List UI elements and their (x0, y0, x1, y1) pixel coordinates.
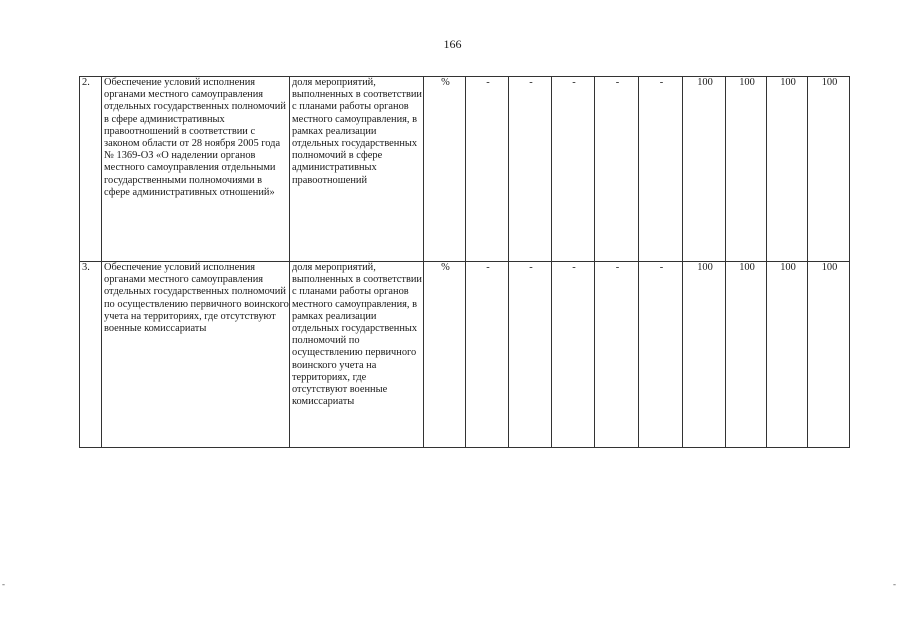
indicators-table (79, 76, 850, 448)
table-row (80, 77, 850, 262)
value-cell: - (509, 77, 552, 262)
value-cell: 100 (767, 77, 808, 262)
value-cell: - (595, 77, 639, 262)
indicator-name: доля мероприятий, выполненных в соответствии с планами работы органов местного самоуправления, в рамках реализации отдельных государственных полномочий в сфере административных правоотношений (290, 77, 424, 262)
page-number: 166 (443, 37, 462, 51)
value-cell: 100 (808, 77, 850, 262)
edge-mark-left: - (2, 579, 5, 589)
edge-mark-right: - (893, 579, 896, 589)
value-cell: - (466, 262, 509, 448)
measure-name: Обеспечение условий исполнения органами местного самоуправления отдельных государственных полномочий по осуществлению первичного воинского учета на территориях, где отсутствуют военные комиссариаты (102, 262, 290, 448)
value-cell: - (552, 262, 595, 448)
value-cell: 100 (726, 262, 767, 448)
value-cell: 100 (808, 262, 850, 448)
row-number: 3. (80, 262, 102, 448)
indicator-name: доля мероприятий, выполненных в соответствии с планами работы органов местного самоуправления, в рамках реализации отдельных государственных полномочий по осуществлению первичного воинского учета на территориях, где отсутствуют военные комиссариаты (290, 262, 424, 448)
value-cell: - (509, 262, 552, 448)
row-number: 2. (80, 77, 102, 262)
value-cell: - (552, 77, 595, 262)
value-cell: 100 (767, 262, 808, 448)
value-cell: 100 (683, 262, 726, 448)
measure-name: Обеспечение условий исполнения органами местного самоуправления отдельных государственных полномочий в сфере административных правоотношений в соответствии с законом области от 28 ноября 2005 года № 1369-ОЗ «О наделении органов местного самоуправления отдельными государственными полномочиями в сфере административных отношений» (102, 77, 290, 262)
value-cell: 100 (683, 77, 726, 262)
value-cell: - (639, 262, 683, 448)
value-cell: 100 (726, 77, 767, 262)
value-cell: - (639, 77, 683, 262)
value-cell: - (595, 262, 639, 448)
unit-cell: % (424, 77, 466, 262)
table-row (80, 262, 850, 448)
unit-cell: % (424, 262, 466, 448)
value-cell: - (466, 77, 509, 262)
